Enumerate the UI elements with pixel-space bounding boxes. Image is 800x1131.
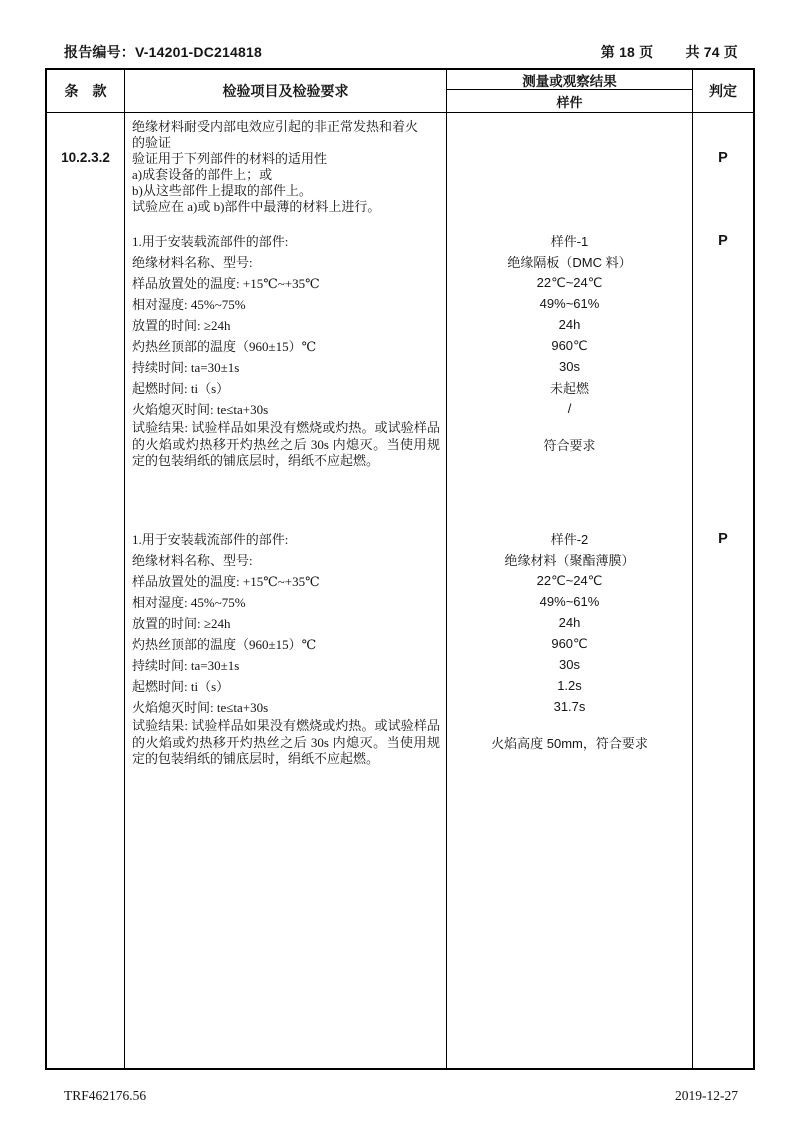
clause-empty xyxy=(47,251,125,272)
spacer xyxy=(447,469,693,528)
requirement-label: 绝缘材料名称、型号: xyxy=(125,251,447,272)
verdict-empty xyxy=(693,696,753,717)
verdict-empty xyxy=(693,570,753,591)
verdict-empty xyxy=(693,612,753,633)
requirement-label: 放置的时间: ≥24h xyxy=(125,314,447,335)
col-header-result-group xyxy=(447,70,693,112)
verdict-empty xyxy=(693,251,753,272)
requirement-label: 样品放置处的温度: +15℃~+35℃ xyxy=(125,272,447,293)
result-value: 22℃~24℃ xyxy=(447,570,693,591)
verdict-empty xyxy=(693,314,753,335)
verdict-empty xyxy=(693,356,753,377)
clause-empty xyxy=(47,612,125,633)
requirement-label: 灼热丝顶部的温度（960±15）℃ xyxy=(125,335,447,356)
result-value: 22℃~24℃ xyxy=(447,272,693,293)
page-total: 共 74 页 xyxy=(685,44,738,60)
verdict-empty xyxy=(693,377,753,398)
requirement-label: 灼热丝顶部的温度（960±15）℃ xyxy=(125,633,447,654)
clause-empty xyxy=(47,591,125,612)
table-header-row xyxy=(47,70,753,113)
clause-empty xyxy=(47,633,125,654)
requirement-label: 火焰熄灭时间: te≤ta+30s xyxy=(125,696,447,717)
col-header-verdict: 判定 xyxy=(709,85,737,100)
col-header-clause: 条 款 xyxy=(47,70,125,112)
clause-empty xyxy=(47,335,125,356)
clause-empty xyxy=(47,377,125,398)
verdict-empty xyxy=(693,717,753,767)
requirement-line: b)从这些部件上提取的部件上。 xyxy=(132,183,312,198)
requirement-label: 样品放置处的温度: +15℃~+35℃ xyxy=(125,570,447,591)
clause-empty xyxy=(47,356,125,377)
requirement-label: 1.用于安装载流部件的部件: xyxy=(125,230,447,251)
clause-empty xyxy=(47,272,125,293)
spacer xyxy=(125,469,447,528)
spacer xyxy=(125,216,447,230)
requirement-label: 火焰熄灭时间: te≤ta+30s xyxy=(125,398,447,419)
clause-empty xyxy=(47,398,125,419)
verdict-value: P xyxy=(718,150,728,166)
requirement-line: 绝缘材料耐受内部电效应引起的非正常发热和着火 xyxy=(132,119,419,134)
clause-empty xyxy=(47,696,125,717)
doc-footer xyxy=(64,1088,738,1104)
filler xyxy=(125,767,447,1068)
doc-header xyxy=(64,42,738,62)
result-value: 49%~61% xyxy=(447,591,693,612)
result-value: 24h xyxy=(447,612,693,633)
result-value: 符合要求 xyxy=(447,419,693,469)
clause-empty xyxy=(47,717,125,767)
footer-date: 2019-12-27 xyxy=(675,1088,738,1103)
clause-number: 10.2.3.2 xyxy=(47,113,125,216)
result-value: 960℃ xyxy=(447,335,693,356)
result-empty xyxy=(447,113,693,216)
test-result-paragraph: 试验结果: 试验样品如果没有燃烧或灼热。或试验样品的火焰或灼热移开灼热丝之后 30s 内熄灭。当使用规定的包装绢纸的铺底层时，绢纸不应起燃。 xyxy=(125,717,447,767)
requirement-label: 相对湿度: 45%~75% xyxy=(125,293,447,314)
result-value: 样件-2 xyxy=(447,528,693,549)
report-number-value: V-14201-DC214818 xyxy=(135,44,262,60)
verdict-empty xyxy=(693,335,753,356)
spacer xyxy=(693,216,753,230)
verdict-empty xyxy=(693,591,753,612)
requirement-label: 起燃时间: ti（s） xyxy=(125,675,447,696)
test-result-paragraph: 试验结果: 试验样品如果没有燃烧或灼热。或试验样品的火焰或灼热移开灼热丝之后 30s 内熄灭。当使用规定的包装绢纸的铺底层时，绢纸不应起燃。 xyxy=(125,419,447,469)
result-value: 960℃ xyxy=(447,633,693,654)
report-number-label: 报告编号： xyxy=(64,44,135,60)
requirement-label: 1.用于安装载流部件的部件: xyxy=(125,528,447,549)
result-value: 样件-1 xyxy=(447,230,693,251)
page-indicator xyxy=(601,42,738,62)
requirement-label: 持续时间: ta=30±1s xyxy=(125,654,447,675)
filler xyxy=(447,767,693,1068)
requirement-label: 放置的时间: ≥24h xyxy=(125,612,447,633)
clause-empty xyxy=(47,549,125,570)
col-header-result: 测量或观察结果 xyxy=(447,70,692,90)
requirement-line: a)成套设备的部件上；或 xyxy=(132,167,273,182)
verdict-empty xyxy=(693,675,753,696)
spacer xyxy=(47,216,125,230)
clause-empty xyxy=(47,528,125,549)
page-current: 第 18 页 xyxy=(600,44,654,60)
result-value: 49%~61% xyxy=(447,293,693,314)
table-body xyxy=(47,113,753,1068)
result-value: 未起燃 xyxy=(447,377,693,398)
col-header-sample: 样件 xyxy=(556,94,583,110)
report-number xyxy=(64,42,262,62)
result-value: 绝缘隔板（DMC 料） xyxy=(447,251,693,272)
filler xyxy=(693,767,753,1068)
result-value: 1.2s xyxy=(447,675,693,696)
verdict-value: P xyxy=(718,232,728,249)
requirement-label: 持续时间: ta=30±1s xyxy=(125,356,447,377)
result-value: 30s xyxy=(447,654,693,675)
spacer xyxy=(447,216,693,230)
result-value: 火焰高度 50mm，符合要求 xyxy=(447,717,693,767)
verdict-empty xyxy=(693,549,753,570)
verdict-empty xyxy=(693,272,753,293)
requirement-line: 试验应在 a)或 b)部件中最薄的材料上进行。 xyxy=(132,199,381,214)
spacer xyxy=(47,469,125,528)
result-value: 24h xyxy=(447,314,693,335)
verdict-value: P xyxy=(718,530,728,547)
verdict-empty xyxy=(693,633,753,654)
requirement-line: 的验证 xyxy=(132,135,172,150)
clause-empty xyxy=(47,230,125,251)
requirement-label: 起燃时间: ti（s） xyxy=(125,377,447,398)
col-header-item: 检验项目及检验要求 xyxy=(125,70,447,112)
requirement-label: 绝缘材料名称、型号: xyxy=(125,549,447,570)
requirement-intro xyxy=(125,113,447,216)
requirement-line: 验证用于下列部件的材料的适用性 xyxy=(132,151,328,166)
clause-empty xyxy=(47,654,125,675)
inspection-table xyxy=(45,68,755,1070)
filler xyxy=(47,767,125,1068)
result-value: 绝缘材料（聚酯薄膜） xyxy=(447,549,693,570)
footer-trf-number: TRF462176.56 xyxy=(64,1088,147,1103)
clause-empty xyxy=(47,314,125,335)
clause-empty xyxy=(47,419,125,469)
result-value: 30s xyxy=(447,356,693,377)
clause-empty xyxy=(47,570,125,591)
result-value: / xyxy=(447,398,693,419)
verdict-empty xyxy=(693,293,753,314)
verdict-empty xyxy=(693,654,753,675)
verdict-empty xyxy=(693,419,753,469)
clause-empty xyxy=(47,675,125,696)
spacer xyxy=(693,469,753,528)
requirement-label: 相对湿度: 45%~75% xyxy=(125,591,447,612)
verdict-empty xyxy=(693,398,753,419)
result-value: 31.7s xyxy=(447,696,693,717)
clause-empty xyxy=(47,293,125,314)
